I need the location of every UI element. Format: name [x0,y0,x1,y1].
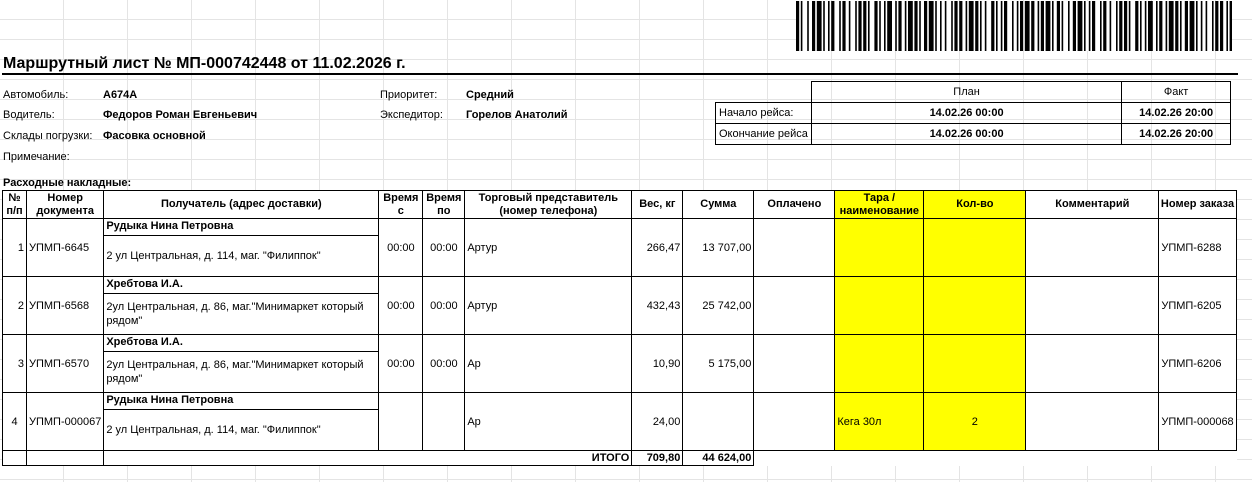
total-label: ИТОГО [104,451,632,466]
barcode-bar [945,1,947,51]
row-doc: УПМП-6570 [27,335,104,393]
plan-fact-table [715,81,1231,145]
barcode-bar [1135,1,1138,51]
col-doc: Номер документа [27,191,104,219]
row-num: 2 [3,277,27,335]
barcode-bar [966,1,968,51]
row-comment [1026,335,1159,393]
barcode-bar [1004,1,1007,51]
title-underline [2,73,1238,75]
barcode-bar [849,1,851,51]
row-comment [1026,393,1159,451]
barcode-bar [887,1,892,51]
col-qty: Кол-во [924,191,1026,219]
barcode [796,1,1232,51]
barcode-bar [905,1,907,51]
barcode-bar [1057,1,1060,51]
barcode-bar [858,1,861,51]
col-paid: Оплачено [754,191,835,219]
barcode-bar [1068,1,1070,51]
barcode-bar [879,1,881,51]
barcode-bar [1140,1,1142,51]
trip-end-plan: 14.02.26 00:00 [811,124,1121,145]
barcode-bar [940,1,942,51]
row-sum: 25 742,00 [683,277,754,335]
row-tara [835,219,924,277]
barcode-bar [1196,1,1198,51]
row-paid [754,277,835,335]
row-doc: УПМП-000067 [27,393,104,451]
barcode-bar [1124,1,1127,51]
barcode-bar [1180,1,1182,51]
col-tara: Тара / наименование [835,191,924,219]
barcode-bar [874,1,877,51]
driver-value: Федоров Роман Евгеньевич [103,109,258,121]
row-order: УПМП-6288 [1159,219,1236,277]
row-agent: Артур [465,219,632,277]
trip-end-fact: 14.02.26 20:00 [1122,124,1231,145]
barcode-bar [1185,1,1188,51]
row-agent: Ар [465,335,632,393]
barcode-bar [1110,1,1112,51]
barcode-bar [1230,1,1232,51]
barcode-bar [954,1,957,51]
row-time-from [379,393,423,451]
row-tara [835,335,924,393]
warehouse-value: Фасовка основной [103,130,206,142]
barcode-bar [817,1,822,51]
barcode-bar [996,1,998,51]
col-time-from: Время с [379,191,423,219]
row-time-to: 00:00 [423,219,465,277]
row-weight: 432,43 [632,277,683,335]
row-recipient-name: Хребтова И.А. [104,335,379,352]
row-order: УПМП-000068 [1159,393,1236,451]
barcode-bar [1190,1,1195,51]
barcode-bar [1159,1,1162,51]
col-num: № п/п [3,191,27,219]
warehouse-label: Склады погрузки: [3,130,93,142]
barcode-bar [980,1,982,51]
priority-label: Приоритет: [380,89,438,101]
row-comment [1026,219,1159,277]
row-doc: УПМП-6645 [27,219,104,277]
barcode-bar [1148,1,1153,51]
barcode-bar [1078,1,1083,51]
table-row [3,277,1237,294]
barcode-bar [951,1,953,51]
trip-start-plan: 14.02.26 00:00 [811,103,1121,124]
barcode-bar [868,1,870,51]
barcode-bar [1020,1,1023,51]
total-row [3,451,1237,466]
barcode-bar [1046,1,1051,51]
forwarder-label: Экспедитор: [380,109,443,121]
barcode-bar [855,1,857,51]
row-time-to: 00:00 [423,277,465,335]
barcode-bar [796,1,799,51]
car-label: Автомобиль: [3,89,69,101]
row-order: УПМП-6206 [1159,335,1236,393]
barcode-bar [828,1,830,51]
barcode-bar [823,1,825,51]
row-paid [754,335,835,393]
table-row [3,335,1237,352]
row-recipient-address: 2 ул Центральная, д. 114, маг. "Филиппок" [104,236,379,277]
table-row [3,219,1237,236]
row-qty [924,277,1026,335]
total-sum: 44 624,00 [683,451,754,466]
barcode-bar [919,1,921,51]
barcode-bar [863,1,866,51]
barcode-bar [1206,1,1208,51]
barcode-bar [1212,1,1214,51]
barcode-bar [1175,1,1178,51]
row-tara: Кега 30л [835,393,924,451]
barcode-bar [1001,1,1003,51]
barcode-bar [1089,1,1091,51]
barcode-bar [975,1,978,51]
barcode-bar [801,1,803,51]
driver-label: Водитель: [3,109,55,121]
col-recipient: Получатель (адрес доставки) [104,191,379,219]
table-row [3,393,1237,410]
note-label: Примечание: [3,151,70,163]
row-recipient-address: 2ул Центральная, д. 86, маг."Минимаркет который рядом" [104,294,379,335]
col-agent: Торговый представитель (номер телефона) [465,191,632,219]
forwarder-value: Горелов Анатолий [466,109,568,121]
barcode-bar [839,1,841,51]
row-qty: 2 [924,393,1026,451]
barcode-bar [1103,1,1106,51]
row-qty [924,335,1026,393]
row-sum: 5 175,00 [683,335,754,393]
barcode-bar [1215,1,1218,51]
barcode-bar [1166,1,1168,51]
row-num: 3 [3,335,27,393]
col-order: Номер заказа [1159,191,1236,219]
barcode-bar [1201,1,1203,51]
row-time-from: 00:00 [379,219,423,277]
barcode-bar [898,1,901,51]
fact-header: Факт [1122,82,1231,103]
barcode-bar [924,1,927,51]
barcode-bar [1052,1,1054,51]
col-comment: Комментарий [1026,191,1159,219]
barcode-bar [1041,1,1044,51]
barcode-bar [1038,1,1040,51]
row-time-from: 00:00 [379,335,423,393]
barcode-bar [1145,1,1147,51]
row-weight: 266,47 [632,219,683,277]
row-num: 1 [3,219,27,277]
barcode-bar [1025,1,1030,51]
row-recipient-name: Рудыка Нина Петровна [104,219,379,236]
barcode-bar [884,1,886,51]
barcode-bar [1092,1,1095,51]
row-sum [683,393,754,451]
barcode-bar [1073,1,1076,51]
row-tara [835,277,924,335]
trip-start-label: Начало рейса: [716,103,812,124]
row-recipient-address: 2 ул Центральная, д. 114, маг. "Филиппок" [104,410,379,451]
row-recipient-address: 2ул Центральная, д. 86, маг."Минимаркет который рядом" [104,352,379,393]
barcode-bar [1017,1,1019,51]
row-time-to: 00:00 [423,335,465,393]
row-num: 4 [3,393,27,451]
barcode-bar [1156,1,1158,51]
col-time-to: Время по [423,191,465,219]
barcode-bar [1226,1,1228,51]
barcode-bar [812,1,815,51]
trip-start-fact: 14.02.26 20:00 [1122,103,1231,124]
barcode-bar [908,1,913,51]
row-recipient-name: Рудыка Нина Петровна [104,393,379,410]
barcode-bar [991,1,994,51]
barcode-bar [1169,1,1174,51]
barcode-bar [1084,1,1086,51]
col-weight: Вес, кг [632,191,683,219]
row-paid [754,219,835,277]
row-agent: Артур [465,277,632,335]
invoices-table [2,190,1237,466]
row-doc: УПМП-6568 [27,277,104,335]
barcode-bar [1129,1,1131,51]
row-order: УПМП-6205 [1159,277,1236,335]
barcode-bar [1012,1,1014,51]
barcode-bar [1116,1,1118,51]
barcode-bar [914,1,917,51]
plan-header: План [811,82,1121,103]
barcode-bar [929,1,934,51]
row-weight: 10,90 [632,335,683,393]
barcode-bar [807,1,809,51]
barcode-bar [895,1,897,51]
barcode-bar [969,1,974,51]
col-sum: Сумма [683,191,754,219]
barcode-bar [959,1,962,51]
row-agent: Ар [465,393,632,451]
barcode-bar [1031,1,1034,51]
page-title: Маршрутный лист № МП-000742448 от 11.02.2026 г. [3,55,406,72]
row-comment [1026,277,1159,335]
barcode-bar [935,1,937,51]
row-time-from: 00:00 [379,277,423,335]
total-weight: 709,80 [632,451,683,466]
row-sum: 13 707,00 [683,219,754,277]
barcode-bar [831,1,834,51]
row-weight: 24,00 [632,393,683,451]
car-value: А674А [103,89,138,101]
barcode-bar [1220,1,1223,51]
invoices-label: Расходные накладные: [3,177,132,189]
row-time-to [423,393,465,451]
barcode-bar [1119,1,1122,51]
barcode-bar [842,1,845,51]
barcode-bar [985,1,987,51]
priority-value: Средний [466,89,514,101]
row-recipient-name: Хребтова И.А. [104,277,379,294]
row-qty [924,219,1026,277]
trip-end-label: Окончание рейса [716,124,812,145]
barcode-bar [1100,1,1102,51]
row-paid [754,393,835,451]
barcode-bar [1062,1,1064,51]
